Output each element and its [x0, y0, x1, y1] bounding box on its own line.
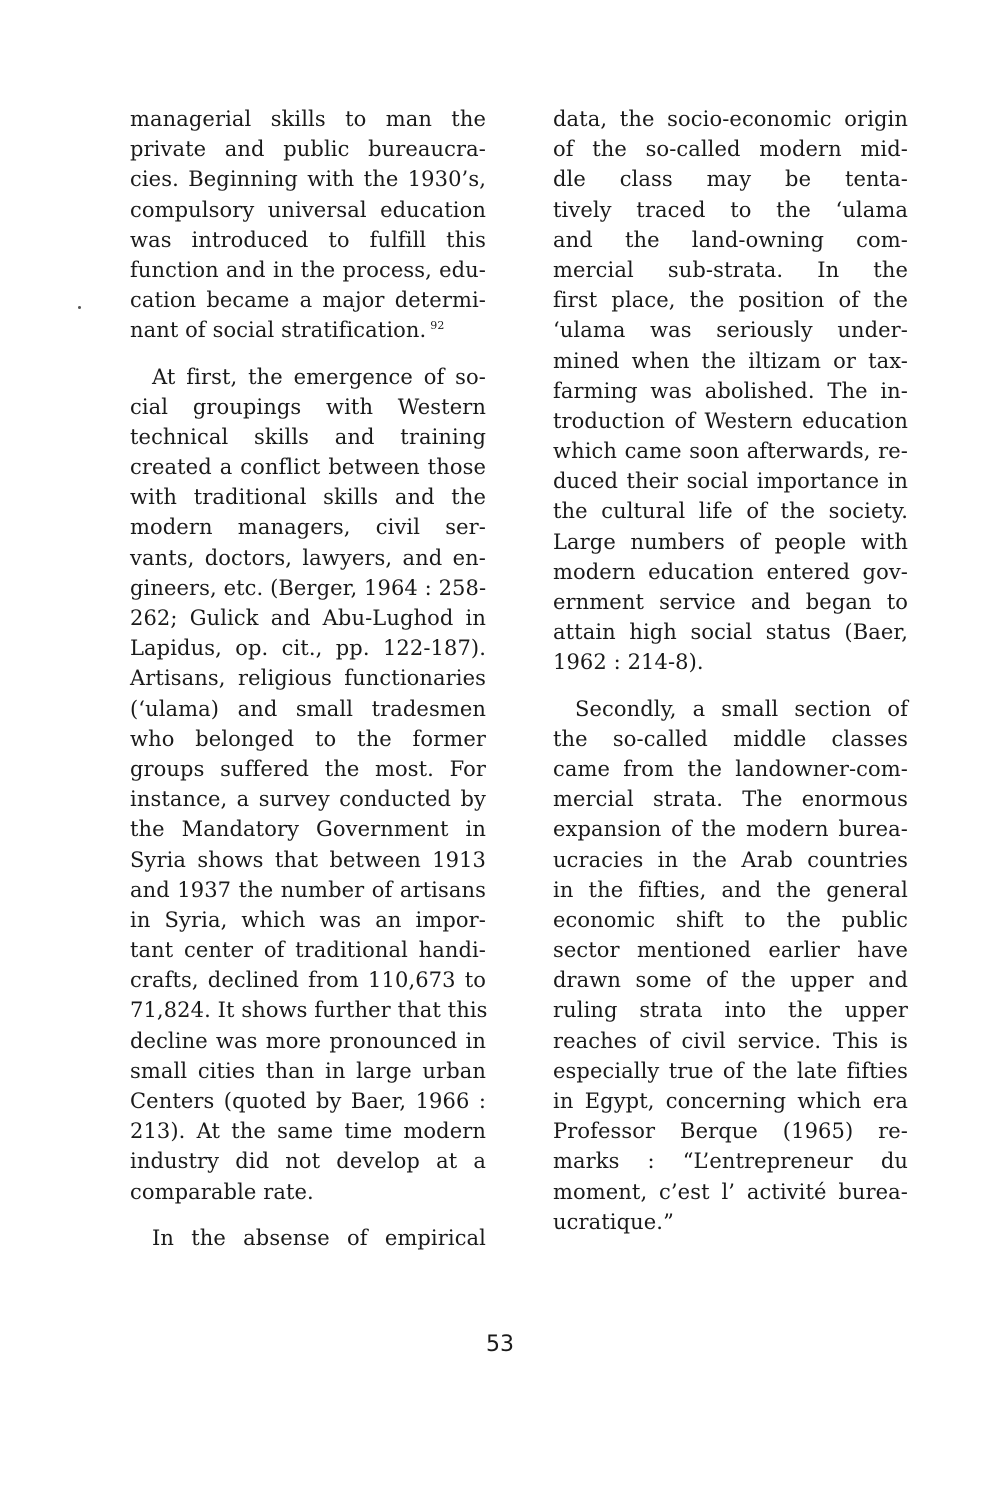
text-line: marks : “L’entrepreneur du [553, 1149, 908, 1174]
text-line: moment, c’est l’ activité burea- [553, 1179, 908, 1204]
text-line: economic shift to the public [553, 907, 908, 932]
text-line: sector mentioned earlier have [553, 938, 908, 963]
text-line: decline was more pronounced in [130, 1028, 486, 1053]
footnote-reference: 92 [430, 319, 445, 333]
paragraph-gap [130, 346, 486, 362]
text-line: duced their social importance in [553, 469, 908, 494]
paragraph-gap [553, 678, 908, 694]
text-line: created a conflict between those [130, 455, 486, 480]
page-number: 53 [486, 1332, 514, 1357]
text-line: data, the socio-economic origin [553, 107, 908, 131]
text-line: Large numbers of people with [553, 529, 908, 554]
text-line: with traditional skills and the [130, 485, 486, 510]
right-column [553, 104, 908, 1237]
text-line: Secondly, a small section of [575, 696, 908, 721]
text-line: Artisans, religious functionaries [130, 666, 486, 691]
text-line: ucratique.” [553, 1209, 674, 1234]
text-line: comparable rate. [130, 1179, 314, 1204]
text-line: gineers, etc. (Berger, 1964 : 258- [130, 575, 487, 600]
text-line: mercial strata. The enormous [553, 787, 908, 812]
text-line: small cities than in large urban [130, 1058, 486, 1083]
text-line: came from the landowner-com- [553, 756, 908, 781]
text-line: the Mandatory Government in [130, 817, 486, 842]
text-line: crafts, declined from 110,673 to [130, 968, 486, 993]
text-line: reaches of civil service. This is [553, 1028, 908, 1053]
text-line: cial groupings with Western [130, 394, 486, 419]
text-line: in Syria, which was an impor- [130, 907, 486, 932]
text-line: function and in the process, edu- [130, 257, 486, 282]
text-line: first place, the position of the [553, 288, 908, 313]
text-line: and 1937 the number of artisans [130, 877, 486, 902]
text-line: drawn some of the upper and [553, 968, 908, 993]
text-line: 71,824. It shows further that this [130, 998, 488, 1023]
text-line: ‘ulama was seriously under- [553, 318, 908, 343]
text-line: 1962 : 214-8). [553, 650, 704, 675]
text-line: and the land-owning com- [553, 227, 908, 252]
text-line: 262; Gulick and Abu-Lughod in [130, 606, 486, 630]
text-line: tant center of traditional handi- [130, 938, 486, 963]
text-line: groups suffered the most. For [130, 756, 486, 781]
text-line-with-footnote [130, 315, 486, 345]
text-line: farming was abolished. The in- [553, 378, 908, 403]
text-line: cation became a major determi- [130, 288, 486, 313]
text-line-content: nant of social stratification. [130, 318, 427, 343]
text-line: Professor Berque (1965) re- [553, 1119, 908, 1144]
text-line: in the fifties, and the general [553, 877, 908, 902]
text-line: tively traced to the ‘ulama [553, 197, 908, 222]
text-line: the so-called middle classes [553, 726, 908, 751]
text-line: managerial skills to man the [130, 107, 486, 131]
text-line: ruling strata into the upper [553, 998, 908, 1023]
text-line: compulsory universal education [130, 197, 486, 222]
text-line: 213). At the same time modern [130, 1119, 486, 1144]
text-line: ernment service and began to [553, 590, 908, 614]
text-line: of the so-called modern mid- [553, 137, 908, 162]
left-column [130, 104, 486, 1253]
text-line: At first, the emergence of so- [152, 364, 486, 389]
text-line: especially true of the late fifties [553, 1058, 908, 1083]
text-line: cies. Beginning with the 1930’s, [130, 167, 486, 192]
text-line: Centers (quoted by Baer, 1966 : [130, 1089, 486, 1113]
text-line: modern managers, civil ser- [130, 515, 486, 540]
text-line: In the absense of empirical [152, 1225, 486, 1250]
text-line: which came soon afterwards, re- [553, 439, 908, 464]
text-line: technical skills and training [130, 424, 486, 449]
text-line: industry did not develop at a [130, 1149, 486, 1174]
text-line: expansion of the modern burea- [553, 817, 908, 842]
text-line: private and public bureaucra- [130, 137, 486, 162]
text-line: mercial sub-strata. In the [553, 257, 908, 282]
text-line: who belonged to the former [130, 726, 486, 751]
paragraph-gap [130, 1207, 486, 1223]
text-line: (‘ulama) and small tradesmen [130, 696, 486, 721]
text-line: Syria shows that between 1913 [130, 847, 486, 872]
text-line: instance, a survey conducted by [130, 787, 486, 812]
text-line: Lapidus, op. cit., pp. 122-187). [130, 636, 486, 661]
text-line: vants, doctors, lawyers, and en- [130, 545, 486, 570]
text-line: in Egypt, concerning which era [553, 1089, 908, 1113]
text-line: mined when the iltizam or tax- [553, 348, 908, 373]
text-line: attain high social status (Baer, [553, 620, 908, 645]
stray-ink-mark [78, 306, 81, 309]
text-line: troduction of Western education [553, 408, 908, 433]
text-line: was introduced to fulfill this [130, 227, 486, 252]
text-line: the cultural life of the society. [553, 499, 908, 524]
text-line: dle class may be tenta- [553, 167, 908, 192]
text-line: ucracies in the Arab countries [553, 847, 908, 872]
text-line: modern education entered gov- [553, 559, 908, 584]
